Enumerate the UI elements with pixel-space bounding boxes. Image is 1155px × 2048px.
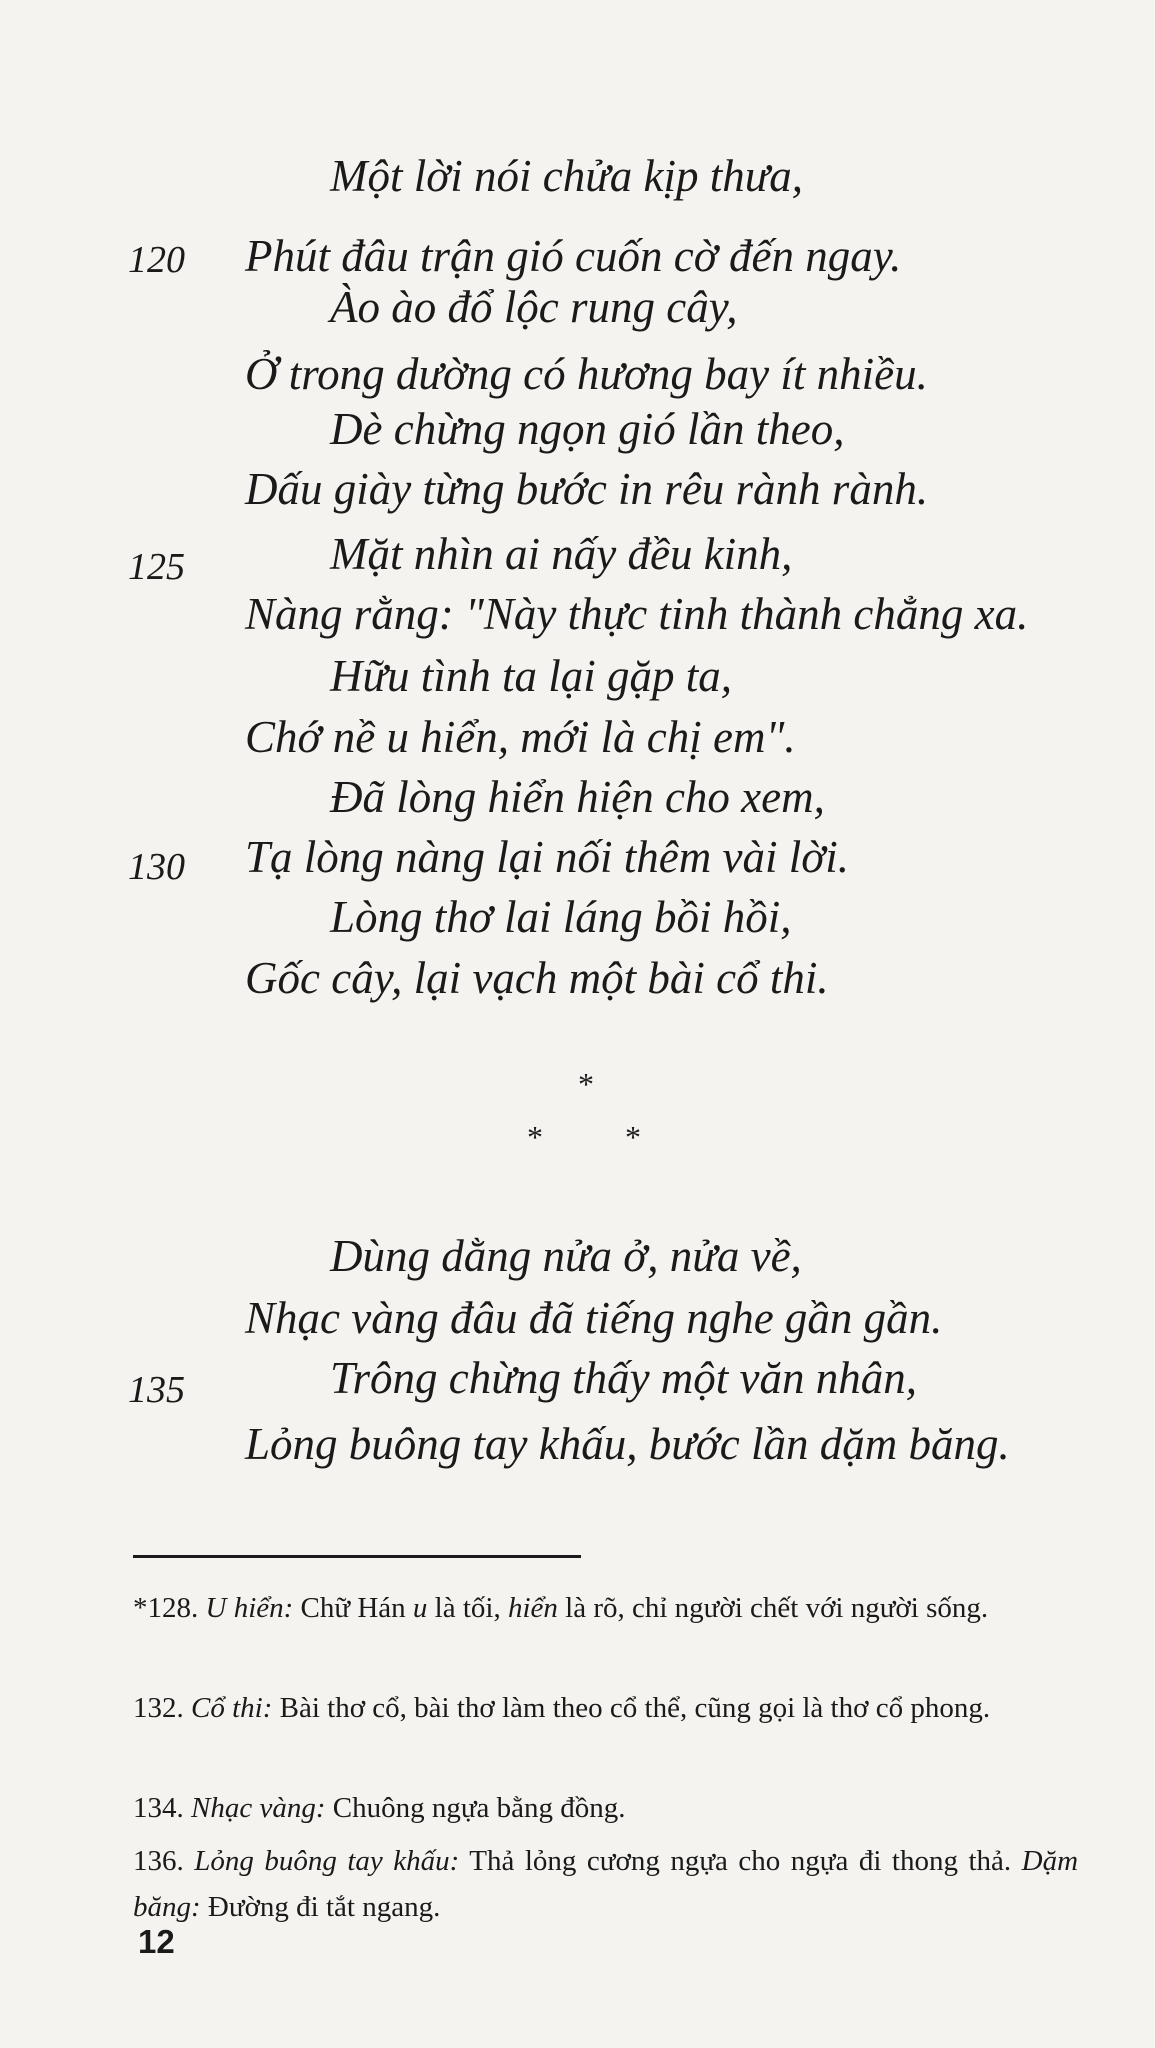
footnote bbox=[133, 1838, 1078, 1930]
footnote-text: Đường đi tắt ngang. bbox=[200, 1891, 441, 1923]
footnote-divider bbox=[133, 1555, 581, 1558]
footnote-term: hiển bbox=[507, 1592, 558, 1624]
separator-star: * bbox=[578, 1066, 594, 1102]
verse-line: Trông chừng thấy một văn nhân, bbox=[330, 1353, 918, 1403]
verse-line: Dùng dằng nửa ở, nửa về, bbox=[330, 1231, 802, 1281]
footnote bbox=[133, 1685, 1078, 1731]
verse-line: Tạ lòng nàng lại nối thêm vài lời. bbox=[245, 832, 850, 882]
verse-line: Ào ào đổ lộc rung cây, bbox=[330, 282, 738, 332]
footnote-ref: 132. bbox=[133, 1692, 184, 1724]
footnote-ref: 134. bbox=[133, 1792, 184, 1824]
footnote-term: u bbox=[412, 1592, 428, 1624]
verse-line: Gốc cây, lại vạch một bài cổ thi. bbox=[245, 953, 829, 1003]
separator-star: * bbox=[527, 1119, 543, 1155]
verse-line: Đã lòng hiển hiện cho xem, bbox=[330, 772, 825, 822]
footnote-term: Nhạc vàng: bbox=[191, 1792, 326, 1824]
footnote-ref: 136. bbox=[133, 1845, 184, 1877]
footnote-term: U hiển: bbox=[205, 1592, 294, 1624]
line-number: 125 bbox=[128, 546, 185, 588]
line-number: 120 bbox=[128, 239, 185, 281]
footnote bbox=[133, 1785, 1078, 1831]
verse-line: Nhạc vàng đâu đã tiếng nghe gần gần. bbox=[245, 1293, 943, 1343]
separator-star: * bbox=[625, 1119, 641, 1155]
verse-line: Lỏng buông tay khấu, bước lần dặm băng. bbox=[245, 1419, 1010, 1469]
line-number: 135 bbox=[128, 1369, 185, 1411]
verse-line: Chớ nề u hiển, mới là chị em". bbox=[245, 712, 796, 762]
verse-line: Phút đâu trận gió cuốn cờ đến ngay. bbox=[245, 231, 902, 281]
footnote-text: Chữ Hán bbox=[293, 1592, 413, 1624]
footnote-text: là rõ, chỉ người chết với người sống. bbox=[557, 1592, 989, 1624]
footnote-text: Chuông ngựa bằng đồng. bbox=[325, 1792, 626, 1824]
line-number: 130 bbox=[128, 846, 185, 888]
footnote-term: Lỏng buông tay khấu: bbox=[194, 1845, 460, 1877]
page-number: 12 bbox=[138, 1923, 175, 1960]
footnote-term: Cổ thi: bbox=[191, 1692, 273, 1724]
footnote bbox=[133, 1585, 1078, 1631]
footnote-text: Bài thơ cổ, bài thơ làm theo cổ thể, cũng gọi là thơ cổ phong. bbox=[272, 1692, 991, 1724]
footnote-ref: *128. bbox=[133, 1592, 199, 1624]
verse-line: Hữu tình ta lại gặp ta, bbox=[330, 651, 733, 701]
footnote-text: Thả lỏng cương ngựa cho ngựa đi thong thả. bbox=[459, 1845, 1022, 1877]
verse-line: Dấu giày từng bước in rêu rành rành. bbox=[245, 464, 929, 514]
verse-line: Một lời nói chửa kịp thưa, bbox=[330, 151, 804, 201]
footnote-text: là tối, bbox=[427, 1592, 508, 1624]
verse-line: Lòng thơ lai láng bồi hồi, bbox=[330, 892, 792, 942]
verse-line: Ở trong dường có hương bay ít nhiều. bbox=[245, 349, 928, 399]
verse-line: Nàng rằng: "Này thực tinh thành chẳng xa. bbox=[245, 589, 1029, 639]
footnote-term: Dặm băng: bbox=[133, 1845, 1079, 1923]
verse-line: Mặt nhìn ai nấy đều kinh, bbox=[330, 529, 793, 579]
verse-line: Dè chừng ngọn gió lần theo, bbox=[330, 404, 845, 454]
